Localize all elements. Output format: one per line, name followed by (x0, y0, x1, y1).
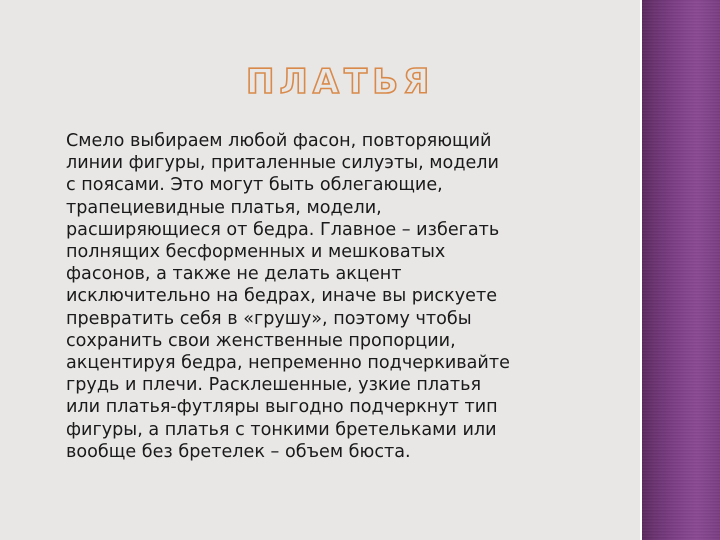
slide-body-text: Смело выбираем любой фасон, повторяющий линии фигуры, приталенные силуэты, модели с поясами. Это могут быть облегающие, трапециевидные платья, модели, расширяющиеся от бедра. Главное – избегать полнящих бесформенных и мешковатых фасонов, а также не делать акцент исключительно на бедрах, иначе вы рискуете превратить себя в «грушу», поэтому чтобы сохранить свои женственные пропорции, акцентируя бедра, непременно подчеркивайте грудь и плечи. Расклешенные, узкие платья или платья-футляры выгодно подчеркнут тип фигуры, а платья с тонкими бретельками или вообще без бретелек – объем бюста. (66, 131, 510, 462)
decorative-side-band (642, 0, 720, 540)
slide-title: ПЛАТЬЯ (246, 62, 435, 102)
